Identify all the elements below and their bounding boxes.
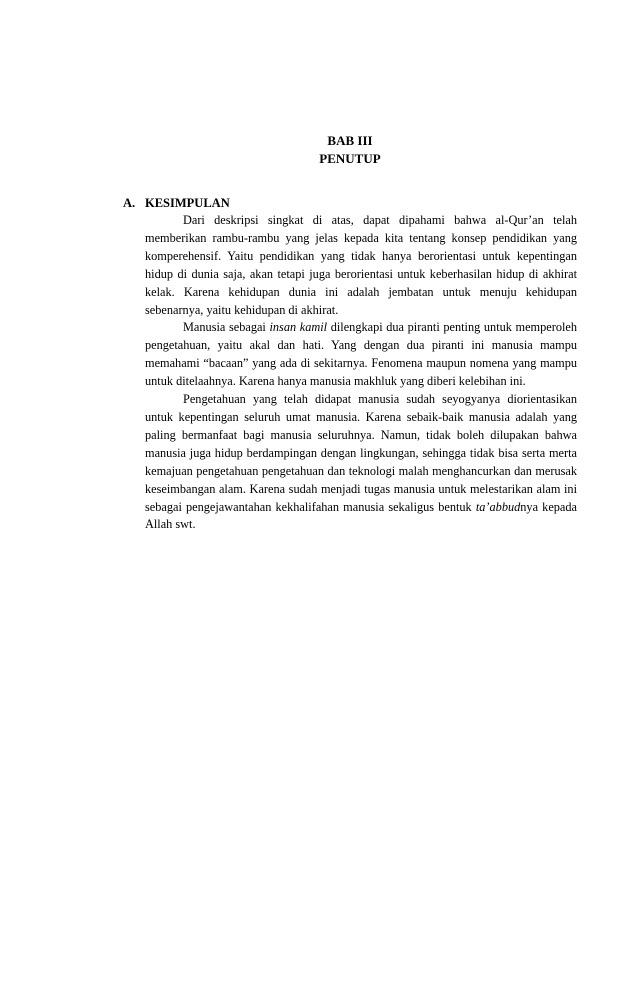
section-heading [123, 194, 230, 212]
section-body [145, 212, 577, 534]
paragraph-3-lead: Pengetahuan yang telah didapat manusia sudah seyogyanya diorientasikan untuk kepentingan seluruh umat manusia. Karena sebaik-baik manusia adalah yang paling bermanfaat bagi manusia seluruhnya. Namun, tidak boleh dilupakan bahwa manusia juga hidup berdampingan dengan lingkungan, sehingga tidak bisa serta merta kemajuan pengetahuan pengetahuan dan teknologi malah menghancurkan dan merusak keseimbangan alam. Karena sudah menjadi tugas manusia untuk melestarikan alam ini sebagai pengejawantahan kekhalifahan manusia sekaligus bentuk [145, 392, 577, 514]
chapter-title: PENUTUP [319, 151, 381, 166]
paragraph-2 [145, 319, 577, 391]
paragraph-2-rest: dilengkapi dua piranti penting untuk memperoleh pengetahuan, yaitu akal dan hati. Yang dengan dua piranti ini manusia mampu memahami “bacaan” yang ada di sekitarnya. Fenomena maupun nomena yang mampu untuk ditelaahnya. Karena hanya manusia makhluk yang diberi kelebihan ini. [145, 320, 577, 389]
paragraph-1: Dari deskripsi singkat di atas, dapat dipahami bahwa al-Qur’an telah memberikan rambu-rambu yang jelas kepada kita tentang konsep pendidikan yang komperehensif. Yaitu pendidikan yang tidak hanya berorientasi untuk kepentingan hidup di dunia saja, akan tetapi juga berorientasi untuk keberhasilan hidup di akhirat kelak. Karena kehidupan dunia ini adalah jembatan untuk menuju kehidupan sebenarnya, yaitu kehidupan di akhirat. [145, 213, 577, 317]
paragraph-3 [145, 391, 577, 534]
section-title: KESIMPULAN [145, 196, 230, 210]
chapter-number: BAB III [327, 133, 373, 148]
paragraph-2-lead: Manusia sebagai [183, 320, 270, 335]
section-marker: A. [123, 196, 136, 210]
paragraph-3-rest: nya kepada Allah swt. [145, 499, 577, 532]
paragraph-2-italic-term: insan kamil [269, 320, 328, 335]
paragraph-3-italic-term: ta’abbud [475, 499, 521, 514]
